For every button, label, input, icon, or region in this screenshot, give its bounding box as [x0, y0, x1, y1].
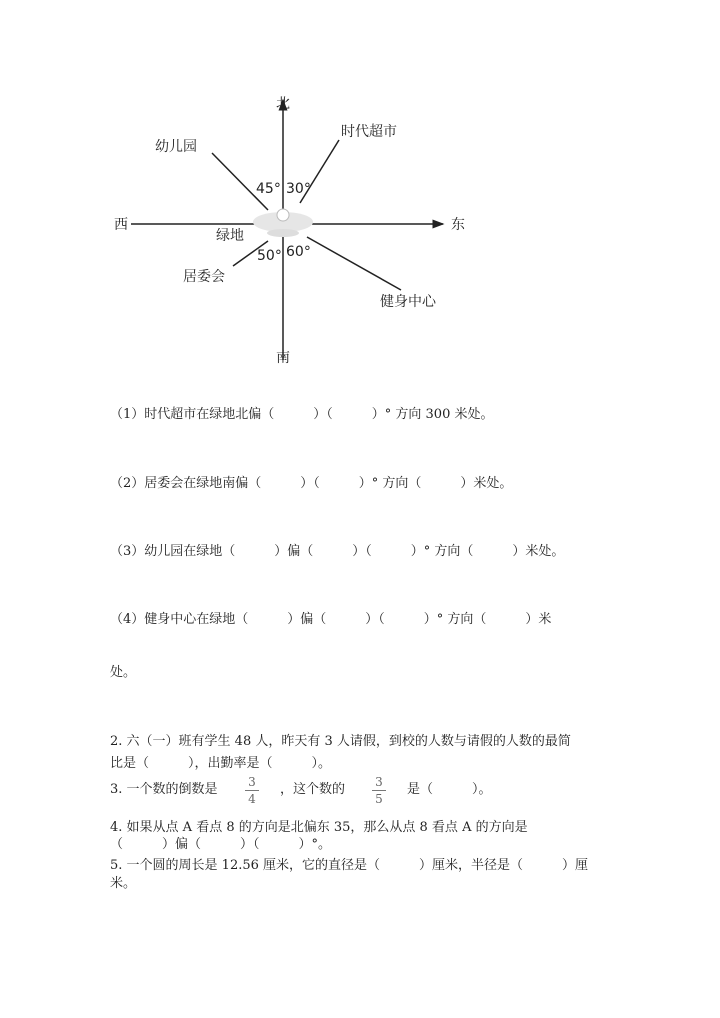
question-4-line2: （ ）偏（ ）（ ）°。	[110, 837, 332, 852]
question-4-line1: 4. 如果从点 A 看点 8 的方向是北偏东 35，那么从点 8 看点 A 的方向是	[110, 820, 528, 835]
north-label: 北	[276, 96, 290, 112]
angle-50: 50°	[257, 248, 282, 264]
question-1-1: （1）时代超市在绿地北偏（ ）（ ）° 方向 300 米处。	[110, 407, 494, 422]
question-2-line1: 2. 六（一）班有学生 48 人，昨天有 3 人请假，到校的人数与请假的人数的最简	[110, 734, 571, 749]
angle-45: 45°	[256, 181, 281, 197]
west-label: 西	[114, 217, 128, 233]
place-committee: 居委会	[183, 269, 225, 285]
south-label: 南	[276, 350, 290, 366]
place-fitness: 健身中心	[380, 294, 436, 310]
direction-diagram	[0, 0, 720, 380]
green-area-icon	[253, 209, 313, 237]
fitness-line	[307, 237, 401, 290]
numerator: 3	[375, 775, 383, 789]
angle-30: 30°	[286, 181, 311, 197]
angle-60: 60°	[286, 244, 311, 260]
place-kindergarten: 幼儿园	[155, 139, 197, 155]
question-3-b: ，这个数的	[280, 782, 346, 797]
question-5-line1: 5. 一个圆的周长是 12.56 厘米，它的直径是（ ）厘米，半径是（ ）厘	[110, 858, 589, 873]
question-1-2: （2）居委会在绿地南偏（ ）（ ）° 方向（ ）米处。	[110, 476, 513, 491]
question-1-3: （3）幼儿园在绿地（ ）偏（ ）（ ）° 方向（ ）米处。	[110, 544, 565, 559]
question-1-4-cont: 处。	[110, 665, 137, 680]
question-1-4: （4）健身中心在绿地（ ）偏（ ）（ ）° 方向（ ）米	[110, 612, 552, 627]
question-3-c: 是（ ）。	[407, 782, 492, 797]
place-supermarket: 时代超市	[341, 124, 397, 140]
center-label: 绿地	[216, 228, 244, 244]
denominator: 4	[248, 792, 256, 806]
question-5-line2: 米。	[110, 876, 137, 891]
question-2-line2: 比是（ ），出勤率是（ ）。	[110, 756, 332, 771]
fraction-3-4	[245, 775, 259, 806]
fraction-3-5	[372, 775, 386, 806]
question-3-a: 3. 一个数的倒数是	[110, 782, 218, 797]
denominator: 5	[375, 792, 383, 806]
east-label: 东	[451, 217, 465, 233]
numerator: 3	[248, 775, 256, 789]
